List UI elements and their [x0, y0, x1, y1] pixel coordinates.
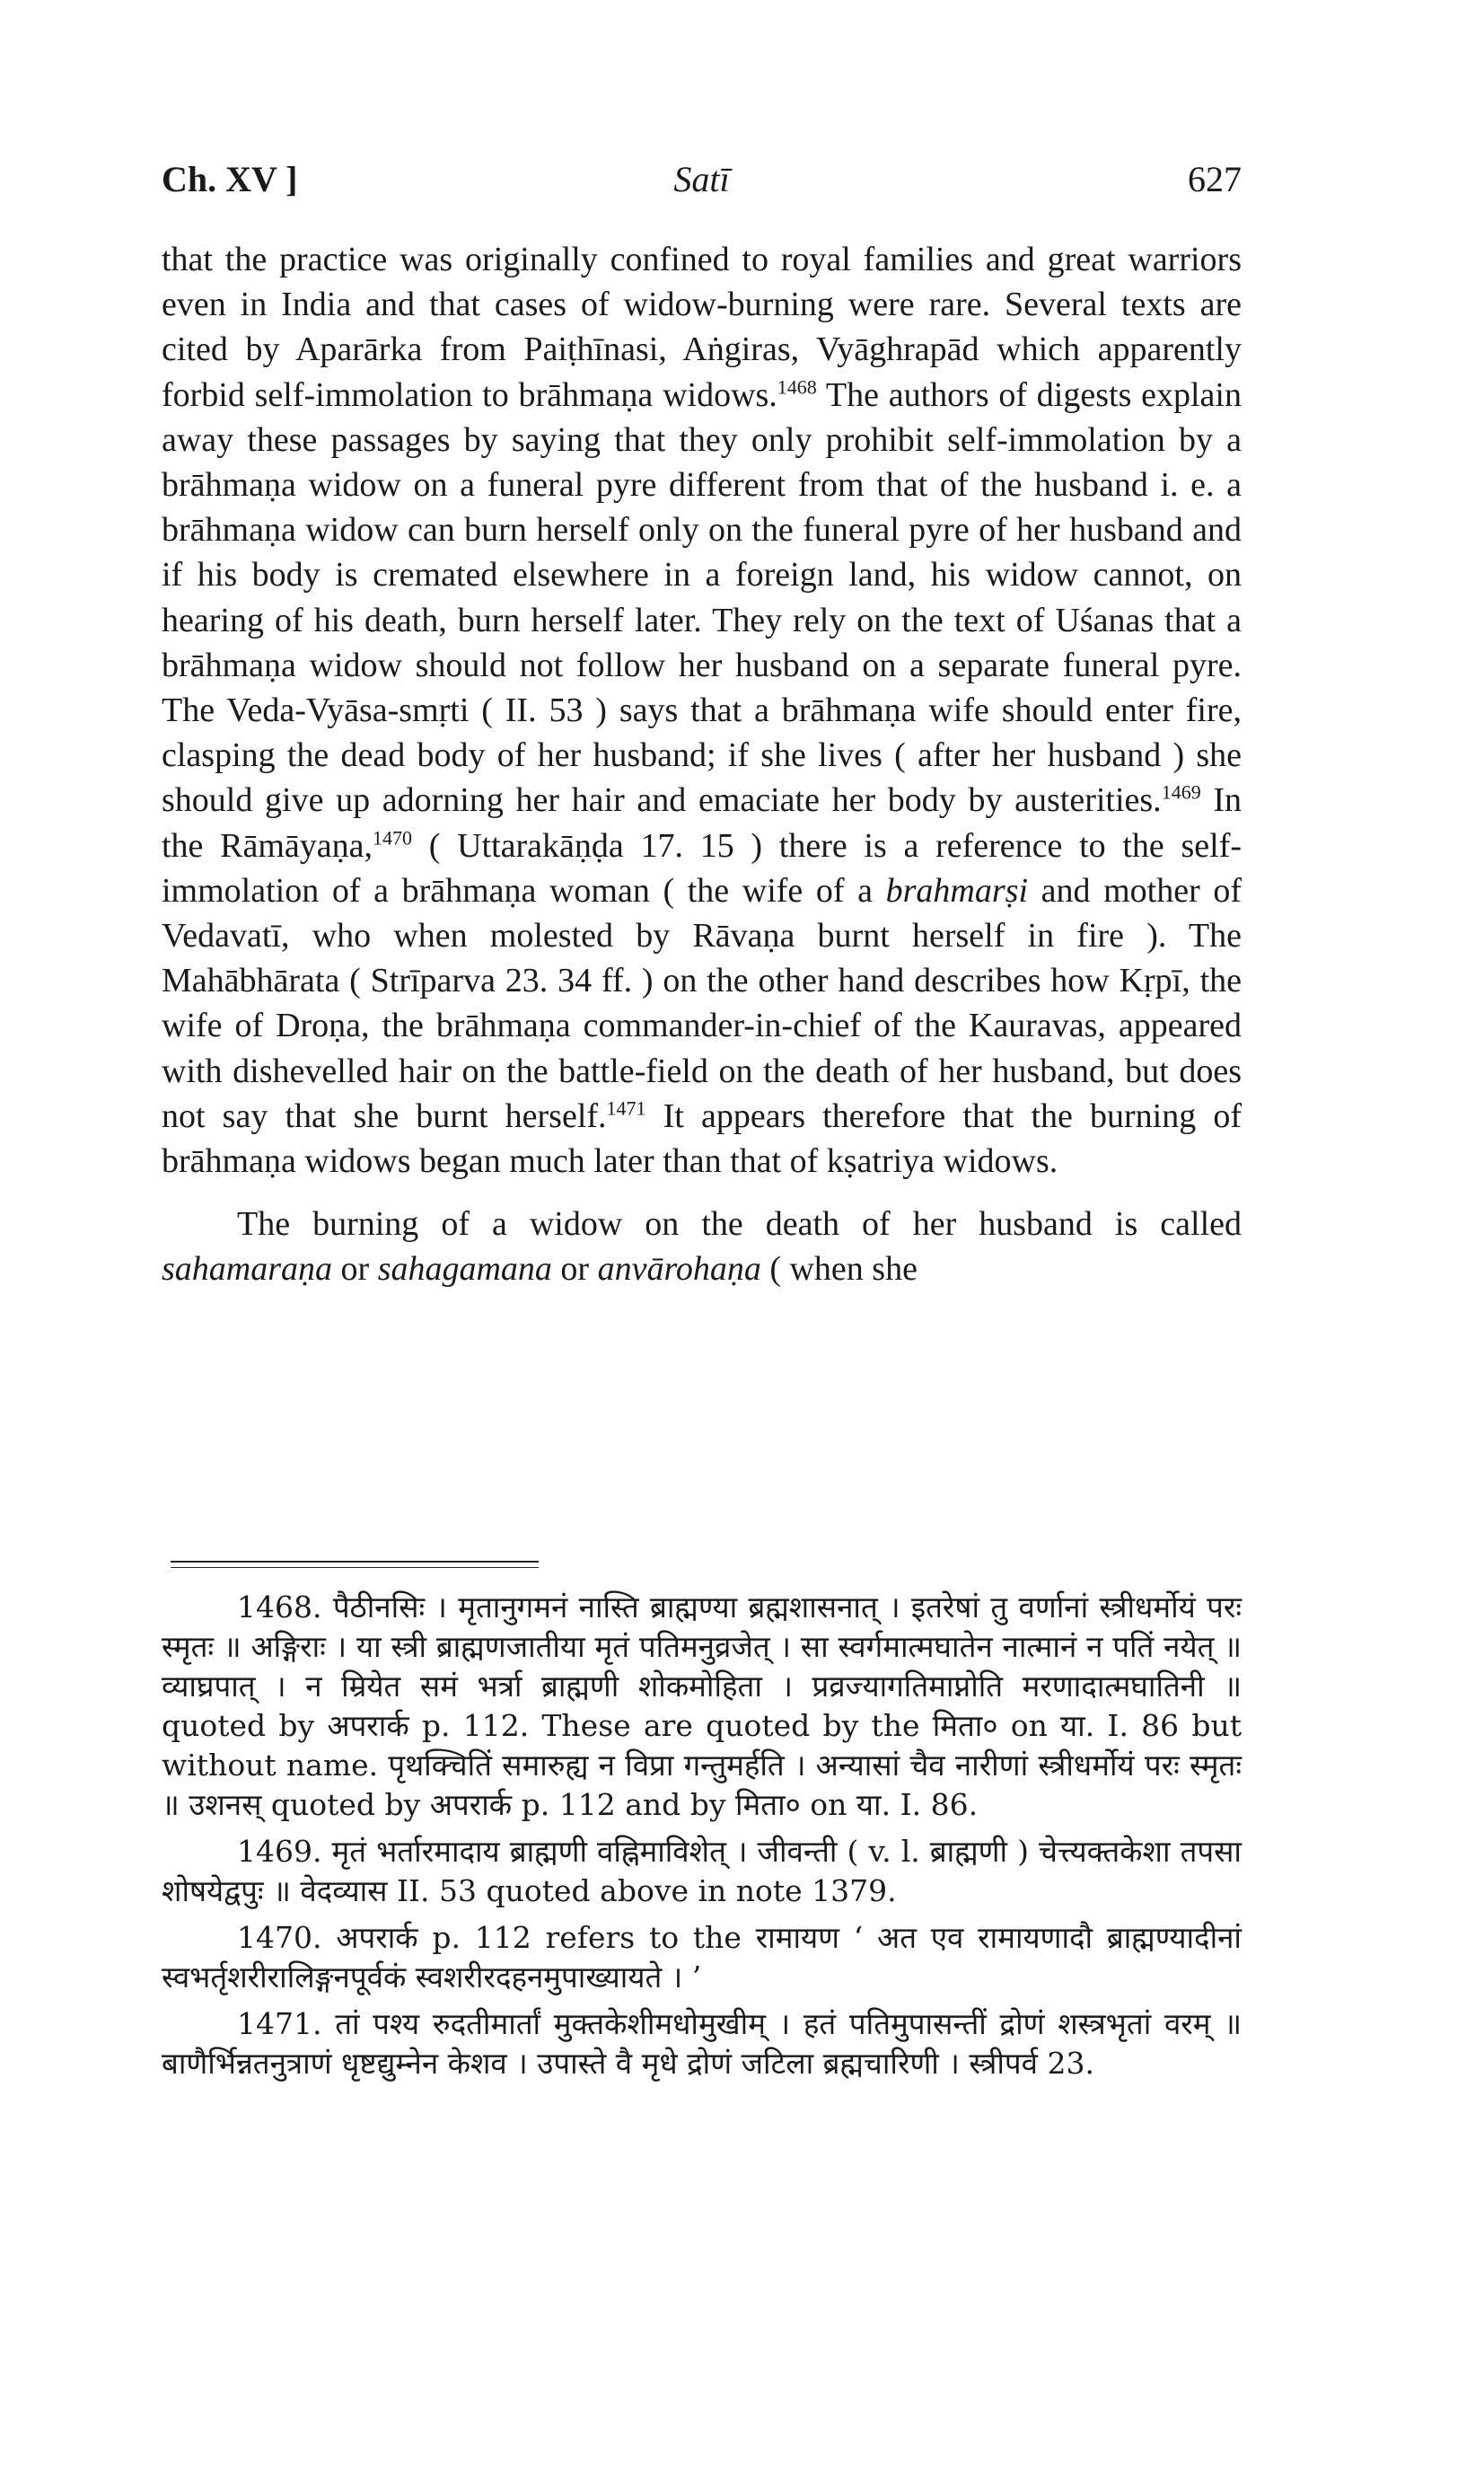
running-head [162, 158, 1242, 212]
footnote-1470: 1470. अपरार्क p. 112 refers to the रामायण ‘ अत एव रामायणादौ ब्राह्मण्यादीनां स्वभर्तृशरीरालिङ्गनपूर्वकं स्वशरीरदहनमुपाख्यायते । ’ [162, 1920, 1242, 1994]
page-number: 627 [1188, 159, 1242, 199]
paragraph-1: that the practice was originally confined to royal families and great warriors even in India and that cases of widow-burning were rare. Several texts are cited by Aparārka from Paiṭhīnasi, Aṅgiras, Vyāghrapād which apparently forbid self-immolation to brāhmaṇa widows.$^{1468}$ The authors of digests explain away these passages by saying that they only prohibit self-immolation by a brāhmaṇa widow on a funeral pyre different from that of the husband i. e. a brāhmaṇa widow can burn herself only on the funeral pyre of her husband and if his body is cremated elsewhere in a foreign land, his widow cannot, on hearing of his death, burn herself later. They rely on the text of Uśanas that a brāhmaṇa widow should not follow her husband on a separate funeral pyre. The Veda-Vyāsa-smṛti ( II. 53 ) says that a brāhmaṇa wife should enter fire, clasping the dead body of her husband; if she lives ( after her husband ) she should give up adorning her hair and emaciate her body by austerities.$^{1469}$ In the Rāmāyaṇa,$^{1470}$ ( Uttarakāṇḍa 17. 15 ) there is a reference to the self-immolation of a brāhmaṇa woman ( the wife of a brahmarṣi and mother of Vedavatī, who when molested by Rāvaṇa burnt herself in fire ). The Mahābhārata ( Strīparva 23. 34 ff. ) on the other hand describes how Kṛpī, the wife of Droṇa, the brāhmaṇa commander-in-chief of the Kauravas, appeared with dishevelled hair on the battle-field on the death of her husband, but does not say that she burnt herself.$^{1471}$ It appears therefore that the burning of brāhmaṇa widows began much later than that of kṣatriya widows. [162, 241, 1243, 1181]
footnote-ref: 1470 [373, 825, 413, 849]
page-title: Satī [673, 159, 730, 199]
paragraph-2: The burning of a widow on the death of her husband is called sahamaraṇa or sahagamana or anvārohaṇa ( when she [162, 1205, 1242, 1289]
footnote-1471: 1471. तां पश्य रुदतीमार्तां मुक्तकेशीमधोमुखीम् । हतं पतिमुपासन्तीं द्रोणं शस्त्रभृतां वरम् ॥ बाणैर्भिन्नतनुत्राणं धृष्टद्युम्नेन केशव । उपास्ते वै मृधे द्रोणं जटिला ब्रह्मचारिणी । स्त्रीपर्व 23. [162, 2006, 1242, 2081]
footnotes [162, 1581, 1242, 2091]
footnote-divider [171, 1561, 539, 1568]
footnote-1468: 1468. पैठीनसिः । मृतानुगमनं नास्ति ब्राह्मण्या ब्रह्मशासनात् । इतरेषां तु वर्णानां स्त्रीधर्मोयं परः स्मृतः ॥ अङ्गिराः । या स्त्री ब्राह्मणजातीया मृतं पतिमनुव्रजेत् । सा स्वर्गमात्मघातेन नात्मानं न पतिं नयेत् ॥ व्याघ्रपात् । न म्रियेत समं भर्त्रा ब्राह्मणी शोकमोहिता । प्रव्रज्यागतिमाप्नोति मरणादात्मघातिनी ॥ quoted by अपरार्क p. 112. These are quoted by the मिता० on या. I. 86 but without name. पृथक्चितिं समारुह्य न विप्रा गन्तुमर्हति । अन्यासां चैव नारीणां स्त्रीधर्मोयं परः स्मृतः ॥ उशनस् quoted by अपरार्क p. 112 and by मिता० on या. I. 86. [162, 1589, 1242, 1822]
chapter-label: Ch. XV ] [162, 159, 298, 199]
footnote-1469: 1469. मृतं भर्तारमादाय ब्राह्मणी वह्निमाविशेत् । जीवन्ती ( v. l. ब्राह्मणी ) चेत्त्यक्तकेशा तपसा शोषयेद्वपुः ॥ वेदव्यास II. 53 quoted above in note 1379. [162, 1834, 1242, 1908]
footnote-ref: 1469 [1161, 780, 1201, 804]
footnote-ref: 1471 [606, 1096, 646, 1120]
footnote-ref: 1468 [777, 374, 817, 398]
main-text [162, 237, 1242, 1292]
